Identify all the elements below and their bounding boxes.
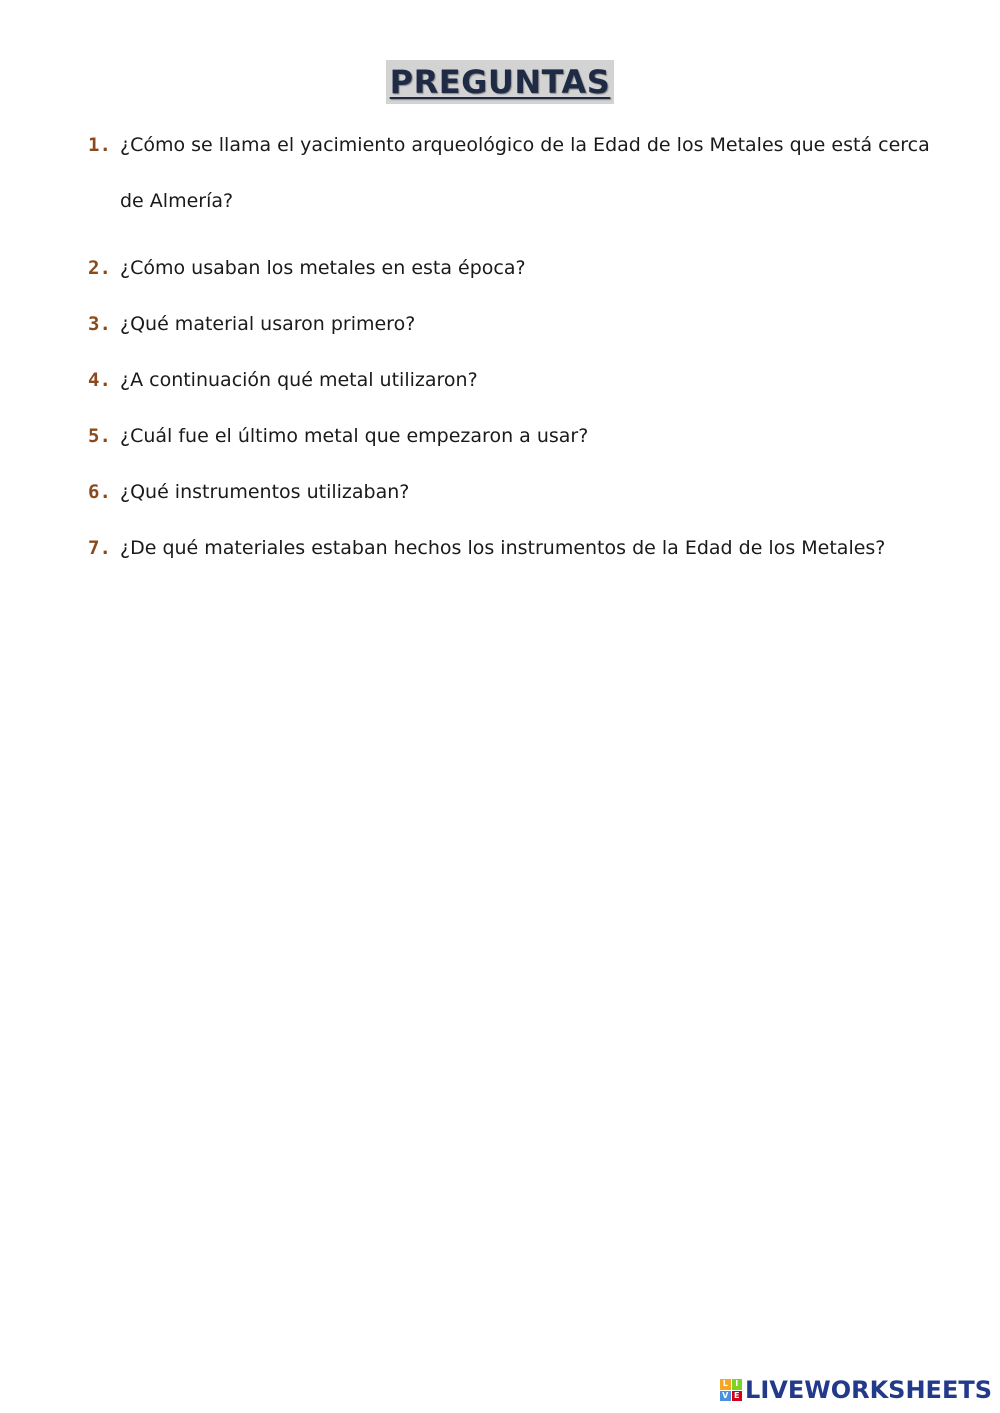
logo-letter-e: E: [732, 1391, 743, 1402]
question-text: ¿Cómo se llama el yacimiento arqueológico de la Edad de los Metales que está cerca de Almería?: [120, 134, 930, 212]
question-number: 3.: [88, 313, 111, 335]
liveworksheets-brand[interactable]: [720, 1375, 992, 1405]
question-number: 5.: [88, 425, 111, 447]
question-text: ¿Qué material usaron primero?: [120, 313, 416, 335]
title-container: [0, 60, 1000, 104]
question-number: 4.: [88, 369, 111, 391]
logo-letter-v: V: [720, 1391, 731, 1402]
question-text: ¿Qué instrumentos utilizaban?: [120, 481, 410, 503]
question-item: [88, 475, 958, 509]
question-number: 6.: [88, 481, 111, 503]
brand-text: LIVEWORKSHEETS: [745, 1376, 992, 1404]
question-text: ¿De qué materiales estaban hechos los instrumentos de la Edad de los Metales?: [120, 537, 886, 559]
question-text: ¿Cómo usaban los metales en esta época?: [120, 257, 526, 279]
logo-letter-l: L: [720, 1379, 731, 1390]
question-item: [88, 128, 958, 229]
logo-letter-i: I: [732, 1379, 743, 1390]
page-title: PREGUNTAS: [386, 60, 615, 104]
question-number: 2.: [88, 257, 111, 279]
question-item: [88, 363, 958, 397]
question-number: 7.: [88, 537, 111, 559]
question-text: ¿A continuación qué metal utilizaron?: [120, 369, 478, 391]
question-item: [88, 531, 958, 565]
question-text: ¿Cuál fue el último metal que empezaron a usar?: [120, 425, 589, 447]
liveworksheets-logo-icon: [720, 1379, 742, 1401]
question-item: [88, 419, 958, 453]
question-item: [88, 307, 958, 341]
question-item: [88, 251, 958, 285]
question-list: [88, 128, 958, 587]
question-number: 1.: [88, 134, 111, 156]
